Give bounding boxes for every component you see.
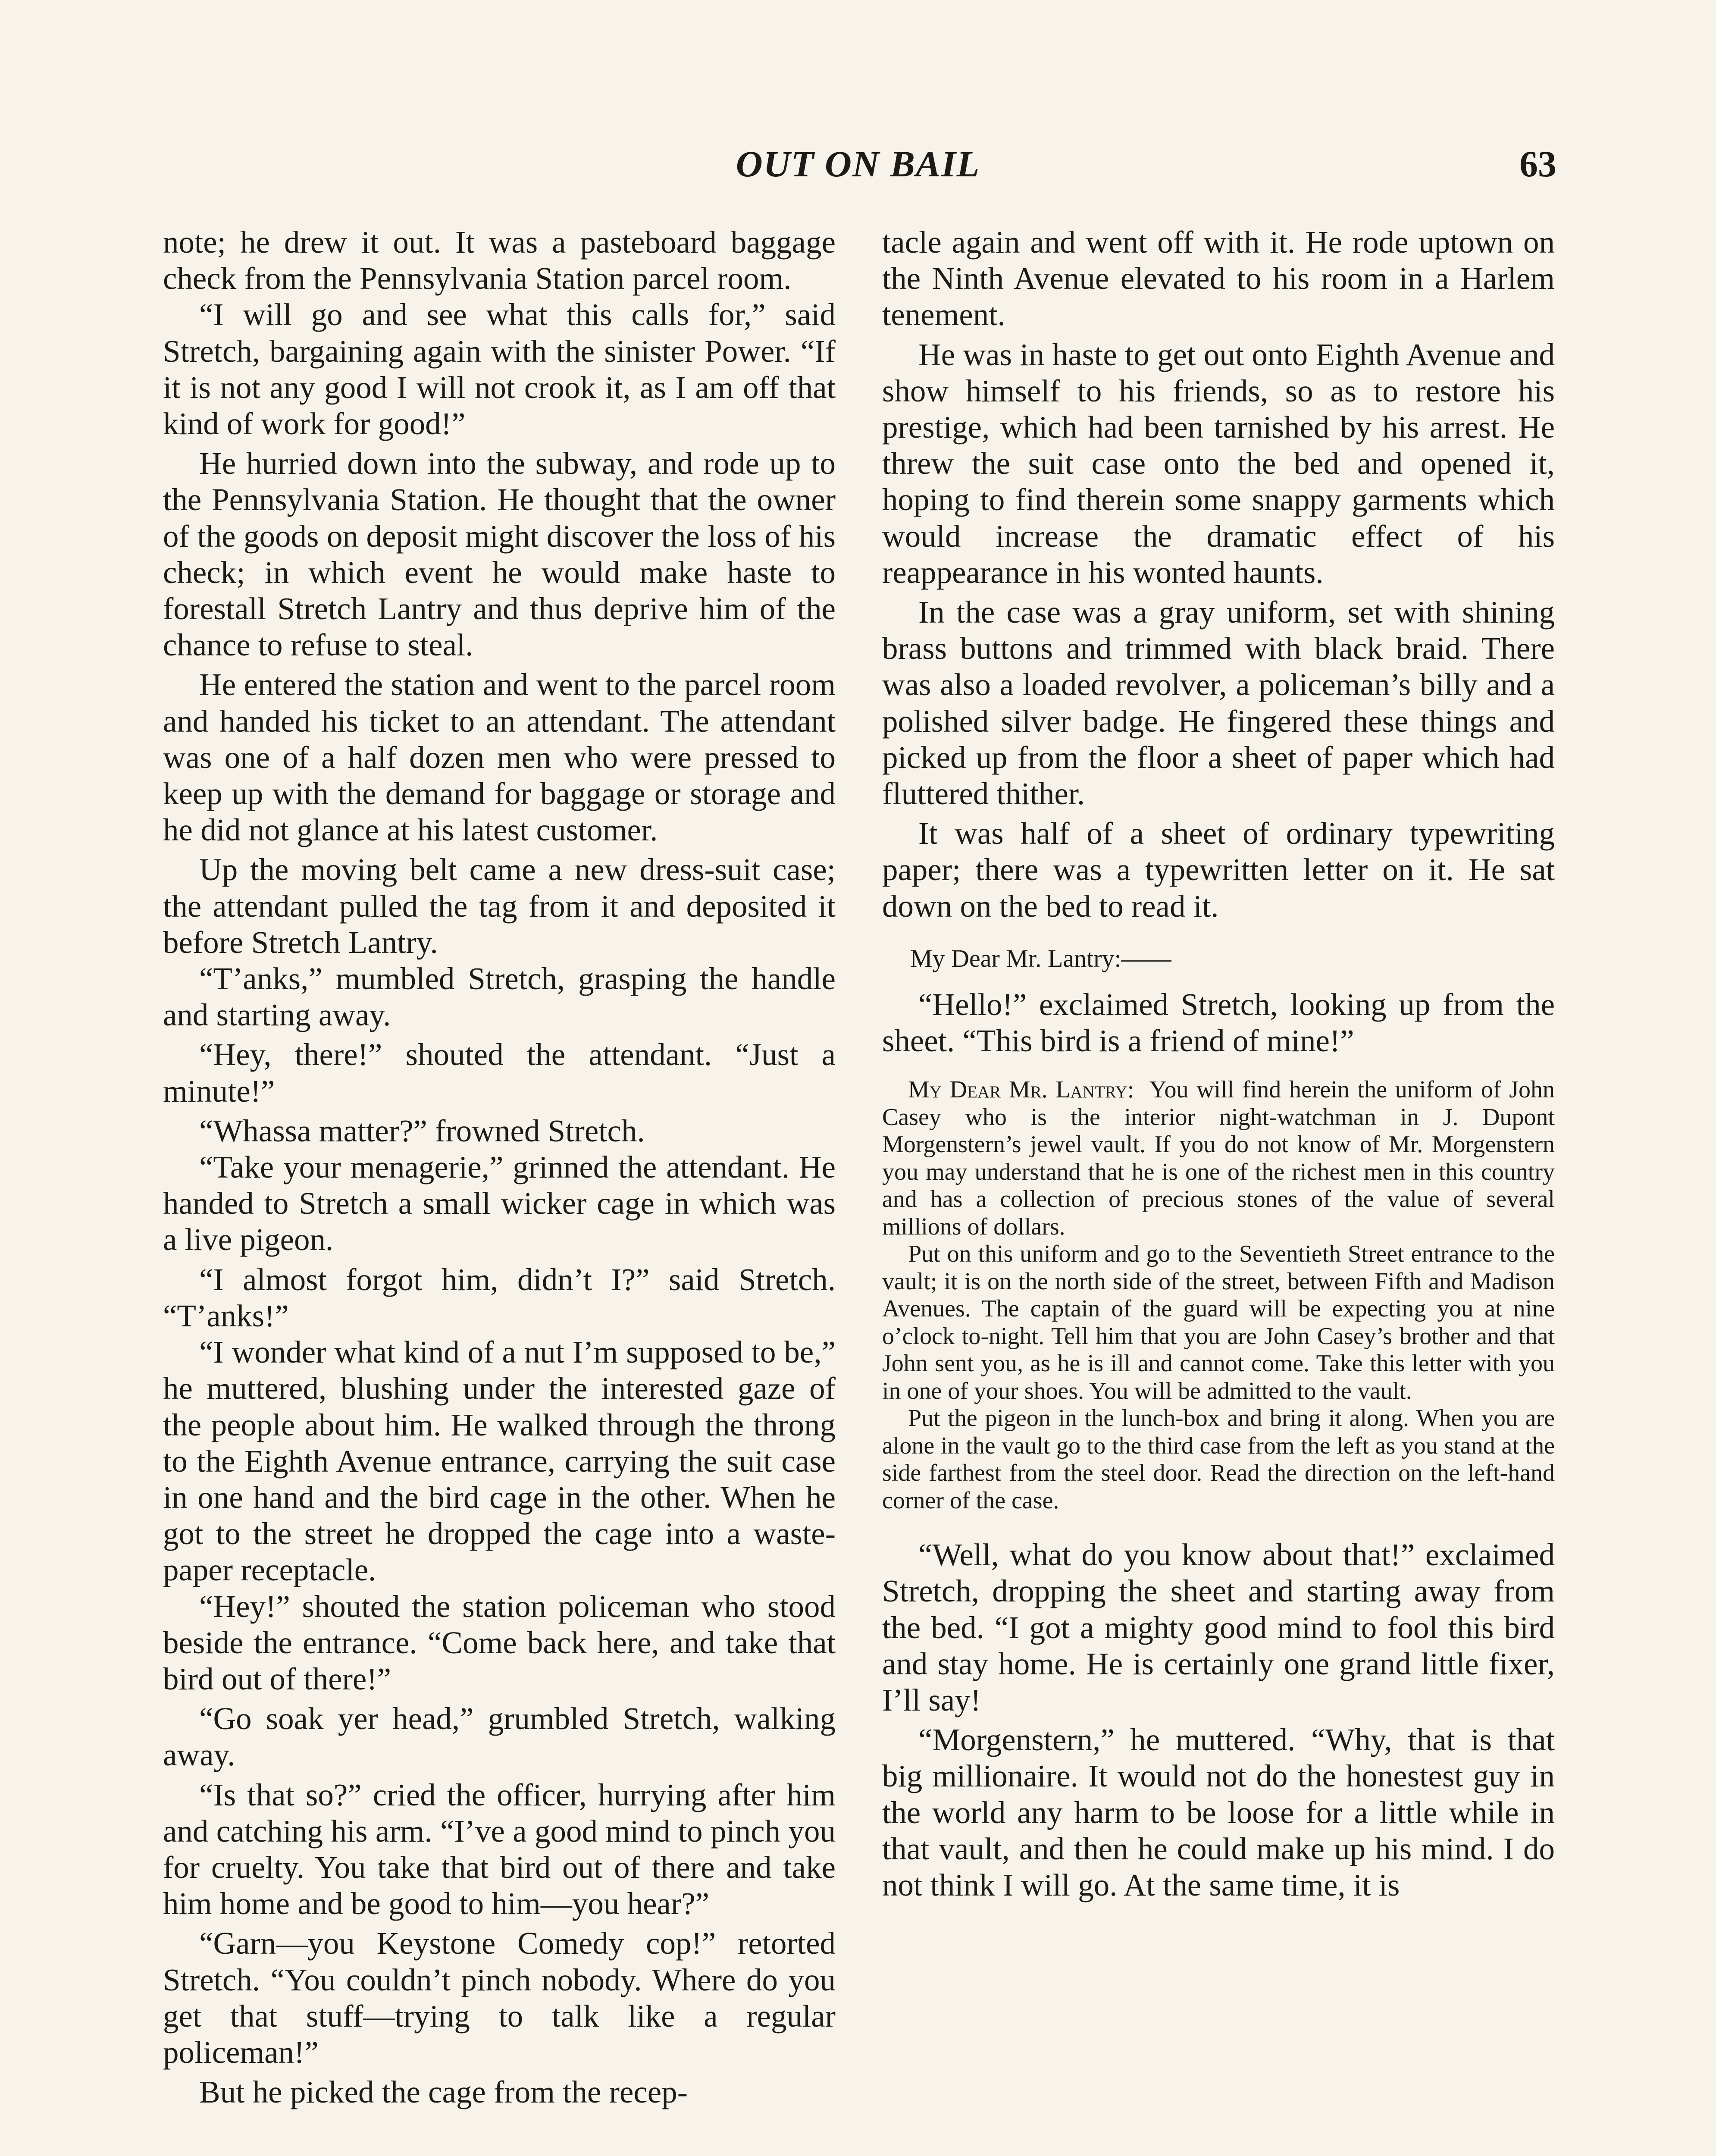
letter-body: You will find herein the uniform of John Casey who is the interior night-watchman in J. Dupont Morgenstern’s jewel vault. If you do not know of Mr. Morgenstern you may understand that he is one of the richest men in this country and has a collection of precious stones of the value of several millions of dollars.: [882, 1076, 1555, 1240]
paragraph: He entered the station and went to the parcel room and handed his ticket to an attendant. The attendant was one of a half dozen men who were pressed to keep up with the demand for baggage or storage and he did not glance at his latest customer.: [163, 667, 836, 848]
letter-heading: My Dear Mr. Lantry:——: [910, 944, 1171, 972]
paragraph: “I almost forgot him, didn’t I?” said Stretch. “T’anks!”: [163, 1262, 836, 1333]
paragraph: But he picked the cage from the recep-: [199, 2075, 688, 2110]
page-number: 63: [1519, 143, 1556, 185]
paragraph: “Take your menagerie,” grinned the attendant. He handed to Stretch a small wicker cage in which was a live pigeon.: [163, 1150, 836, 1257]
paragraph: “Well, what do you know about that!” exclaimed Stretch, dropping the sheet and starting away from the bed. “I got a mighty good mind to fool this bird and stay home. He is certainly one grand little fixer, I’ll say!: [882, 1537, 1555, 1718]
left-column: [163, 224, 836, 2110]
paragraph: He hurried down into the subway, and rode up to the Pennsylvania Station. He thought that the owner of the goods on deposit might discover the loss of his check; in which event he would make haste to forestall Stretch Lantry and thus deprive him of the chance to refuse to steal.: [163, 446, 836, 663]
paragraph: “Hey, there!” shouted the attendant. “Just a minute!”: [163, 1037, 836, 1109]
letter-paragraph: [882, 1076, 1555, 1241]
paragraph: “Hello!” exclaimed Stretch, looking up from the sheet. “This bird is a friend of mine!”: [882, 987, 1555, 1059]
paragraph: “Garn—you Keystone Comedy cop!” retorted Stretch. “You couldn’t pinch nobody. Where do you get that stuff—trying to talk like a regular policeman!”: [163, 1926, 836, 2070]
paragraph: “I wonder what kind of a nut I’m supposed to be,” he muttered, blushing under the interested gaze of the people about him. He walked through the throng to the Eighth Avenue entrance, carrying the suit case in one hand and the bird cage in the other. When he got to the street he dropped the cage into a waste-paper receptacle.: [163, 1335, 836, 1588]
page-header: [160, 142, 1556, 194]
running-title: OUT ON BAIL: [736, 143, 980, 185]
paragraph: tacle again and went off with it. He rode uptown on the Ninth Avenue elevated to his room in a Harlem tenement.: [882, 225, 1555, 332]
paragraph: “I will go and see what this calls for,” said Stretch, bargaining again with the sinister Power. “If it is not any good I will not crook it, as I am off that kind of work for good!”: [163, 297, 836, 442]
paragraph: “Morgenstern,” he muttered. “Why, that is that big millionaire. It would not do the honestest guy in the world any harm to be loose for a little while in that vault, and then he could make up his mind. I do not think I will go. At the same time, it is: [882, 1722, 1555, 1903]
paragraph: “Whassa matter?” frowned Stretch.: [199, 1113, 645, 1148]
paragraph: “Hey!” shouted the station policeman who stood beside the entrance. “Come back here, and take that bird out of there!”: [163, 1589, 836, 1696]
letter-paragraph: Put the pigeon in the lunch-box and bring it along. When you are alone in the vault go to the third case from the left as you stand at the side farthest from the steel door. Read the direction on the left-hand corner of the case.: [882, 1405, 1555, 1514]
paragraph: Up the moving belt came a new dress-suit case; the attendant pulled the tag from it and deposited it before Stretch Lantry.: [163, 852, 836, 960]
paragraph: “T’anks,” mumbled Stretch, grasping the handle and starting away.: [163, 961, 836, 1033]
paragraph: “Is that so?” cried the officer, hurrying after him and catching his arm. “I’ve a good mind to pinch you for cruelty. You take that bird out of there and take him home and be good to him—you hear?”: [163, 1777, 836, 1921]
paragraph: In the case was a gray uniform, set with shining brass buttons and trimmed with black braid. There was also a loaded revolver, a policeman’s billy and a polished silver badge. He fingered these things and picked up from the floor a sheet of paper which had fluttered thither.: [882, 595, 1555, 812]
letter-paragraph: Put on this uniform and go to the Seventieth Street entrance to the vault; it is on the north side of the street, between Fifth and Madison Avenues. The captain of the guard will be expecting you at nine o’clock to-night. Tell him that you are John Casey’s brother and that John sent you, as he is ill and cannot come. Take this letter with you in one of your shoes. You will be admitted to the vault.: [882, 1241, 1555, 1404]
paragraph: He was in haste to get out onto Eighth Avenue and show himself to his friends, so as to restore his prestige, which had been tarnished by his arrest. He threw the suit case onto the bed and opened it, hoping to find therein some snappy garments which would increase the dramatic effect of his reappearance in his wonted haunts.: [882, 337, 1555, 590]
paragraph: note; he drew it out. It was a pasteboard baggage check from the Pennsylvania Station parcel room.: [163, 225, 836, 296]
letter-salutation: My Dear Mr. Lantry:: [908, 1076, 1134, 1103]
paragraph: It was half of a sheet of ordinary typewriting paper; there was a typewritten letter on it. He sat down on the bed to read it.: [882, 816, 1555, 924]
right-column: [882, 224, 1555, 1903]
paragraph: “Go soak yer head,” grumbled Stretch, walking away.: [163, 1701, 836, 1773]
